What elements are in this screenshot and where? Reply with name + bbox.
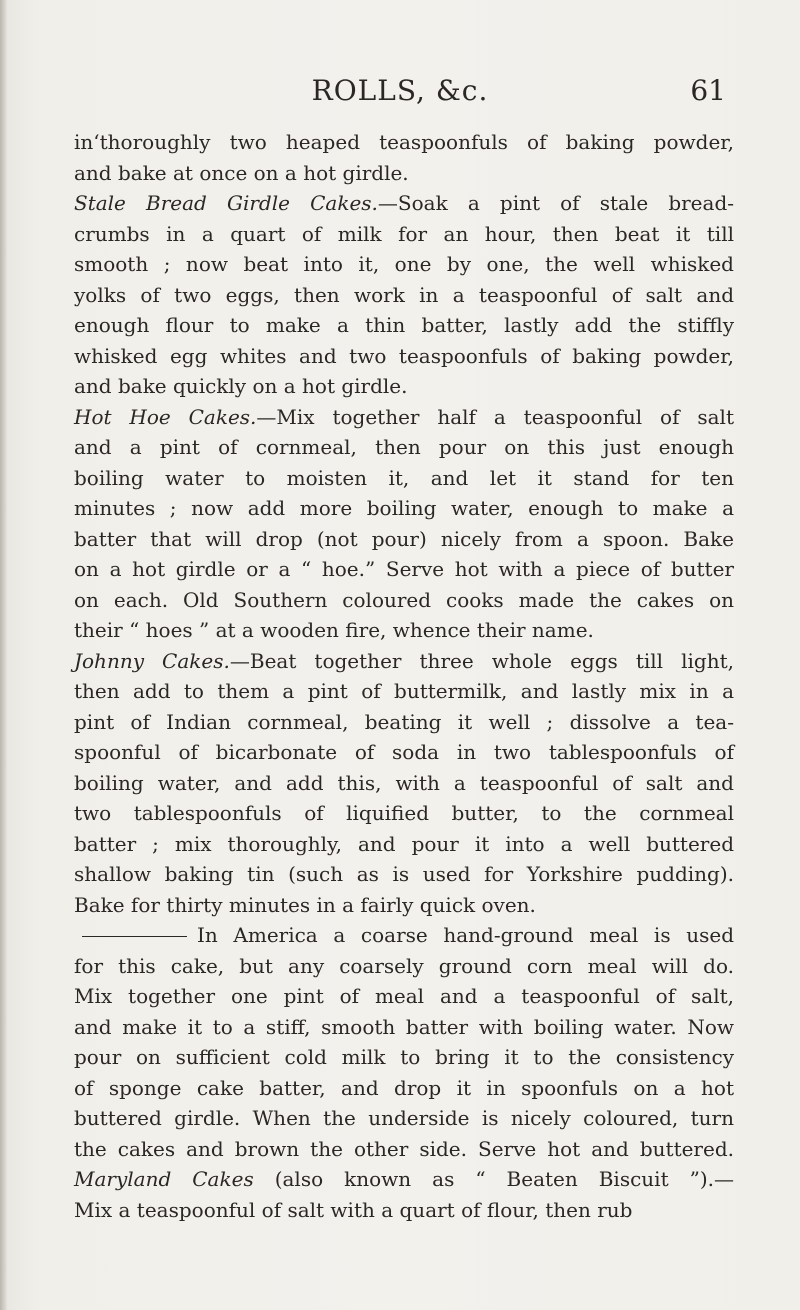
text-line: on a hot girdle or a “ hoe.” Serve hot with a piece of butter bbox=[74, 557, 734, 581]
page-spine-shadow bbox=[0, 0, 8, 1310]
body-text bbox=[74, 127, 734, 1225]
running-head: ROLLS, &c. bbox=[311, 74, 489, 107]
text-line: pint of Indian cornmeal, beating it well ; dissolve a tea- bbox=[74, 709, 734, 734]
text-line: and bake at once on a hot girdle. bbox=[74, 160, 409, 185]
text-line: boiling water to moisten it, and let it stand for ten bbox=[74, 465, 734, 490]
text-line: crumbs in a quart of milk for an hour, then beat it till bbox=[74, 221, 734, 246]
text-line: inʻthoroughly two heaped teaspoonfuls of baking powder, bbox=[74, 130, 734, 154]
line-text: (also known as “ Beaten Biscuit ”).— bbox=[253, 1167, 734, 1191]
text-line bbox=[74, 188, 734, 219]
text-line: on each. Old Southern coloured cooks made the cakes on bbox=[74, 587, 734, 612]
line-text: —Soak a pint of stale bread- bbox=[377, 191, 734, 215]
recipe-title: Stale Bread Girdle Cakes. bbox=[74, 191, 378, 215]
text-line bbox=[74, 646, 734, 677]
text-line: minutes ; now add more boiling water, enough to make a bbox=[74, 496, 734, 520]
text-line: whisked egg whites and two teaspoonfuls of baking powder, bbox=[74, 343, 734, 368]
text-line: buttered girdle. When the underside is nicely coloured, turn bbox=[74, 1106, 734, 1130]
text-line bbox=[74, 920, 734, 951]
dash-rule bbox=[82, 936, 187, 937]
text-line: Mix a teaspoonful of salt with a quart of flour, then rub bbox=[74, 1197, 633, 1222]
text-line: shallow baking tin (such as is used for Yorkshire pudding). bbox=[74, 862, 734, 886]
recipe-title: Maryland Cakes bbox=[74, 1167, 254, 1191]
text-line: for this cake, but any coarsely ground corn meal will do. bbox=[74, 953, 734, 978]
text-line: Bake for thirty minutes in a fairly quick oven. bbox=[74, 892, 536, 917]
text-line: enough flour to make a thin batter, lastly add the stiffly bbox=[74, 313, 734, 337]
text-line: and bake quickly on a hot girdle. bbox=[74, 374, 408, 398]
line-text: —Mix together half a teaspoonful of salt bbox=[256, 404, 734, 429]
text-line: spoonful of bicarbonate of soda in two tablespoonfuls of bbox=[74, 740, 734, 764]
line-text: In America a coarse hand-ground meal is used bbox=[197, 923, 734, 947]
text-line: their “ hoes ” at a wooden fire, whence their name. bbox=[74, 618, 594, 642]
recipe-title: Hot Hoe Cakes. bbox=[74, 404, 257, 429]
page-header bbox=[0, 74, 800, 114]
text-line: Mix together one pint of meal and a teaspoonful of salt, bbox=[74, 984, 734, 1008]
text-line bbox=[74, 402, 734, 433]
recipe-title: Johnny Cakes. bbox=[74, 648, 230, 673]
text-line: of sponge cake batter, and drop it in spoonfuls on a hot bbox=[74, 1075, 734, 1100]
text-line: and a pint of cornmeal, then pour on this just enough bbox=[74, 435, 734, 459]
page-number: 61 bbox=[690, 74, 726, 107]
text-line: the cakes and brown the other side. Serve hot and buttered. bbox=[74, 1136, 734, 1161]
text-line: two tablespoonfuls of liquified butter, to the cornmeal bbox=[74, 801, 734, 825]
text-line: yolks of two eggs, then work in a teaspoonful of salt and bbox=[74, 282, 734, 307]
text-line: and make it to a stiff, smooth batter with boiling water. Now bbox=[74, 1014, 734, 1039]
text-line bbox=[74, 1164, 734, 1195]
line-text: —Beat together three whole eggs till light, bbox=[229, 648, 734, 673]
text-line: pour on sufficient cold milk to bring it to the consistency bbox=[74, 1045, 734, 1069]
text-line: batter that will drop (not pour) nicely from a spoon. Bake bbox=[74, 526, 734, 551]
text-line: then add to them a pint of buttermilk, and lastly mix in a bbox=[74, 679, 734, 703]
text-line: smooth ; now beat into it, one by one, the well whisked bbox=[74, 252, 734, 276]
text-line: boiling water, and add this, with a teaspoonful of salt and bbox=[74, 770, 734, 795]
text-line: batter ; mix thoroughly, and pour it into a well buttered bbox=[74, 831, 734, 856]
